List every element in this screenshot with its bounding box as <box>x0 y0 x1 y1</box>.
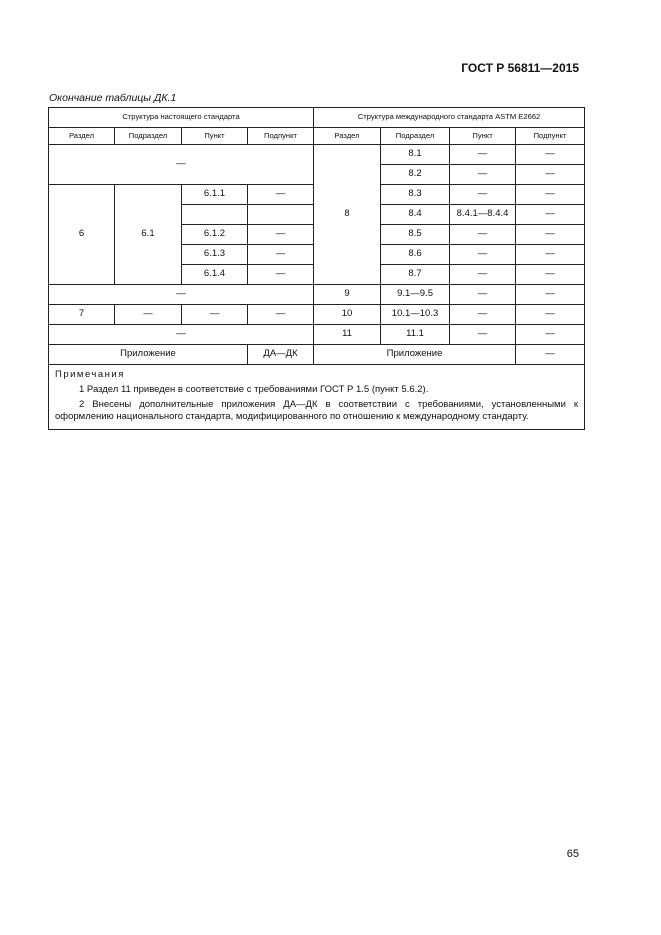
table-cell: 8.4 <box>381 205 450 225</box>
table-cell: — <box>450 165 516 185</box>
table-cell: 8.6 <box>381 245 450 265</box>
column-header: Пункт <box>450 128 516 145</box>
table-cell: — <box>516 205 585 225</box>
column-header: Подраздел <box>115 128 182 145</box>
column-header: Подпункт <box>516 128 585 145</box>
table-cell: 6.1 <box>115 185 182 285</box>
table-cell: — <box>182 305 248 325</box>
table-cell: — <box>450 305 516 325</box>
table-cell: 8.4.1—8.4.4 <box>450 205 516 225</box>
column-header: Подраздел <box>381 128 450 145</box>
document-code: ГОСТ Р 56811—2015 <box>461 61 579 75</box>
table-cell: — <box>49 285 314 305</box>
table-cell: — <box>450 285 516 305</box>
table-cell: — <box>516 185 585 205</box>
table-cell: — <box>248 185 314 205</box>
table-cell: 6.1.1 <box>182 185 248 205</box>
table-cell: — <box>248 245 314 265</box>
table-cell: — <box>516 225 585 245</box>
table-cell: — <box>516 345 585 365</box>
table-cell: — <box>248 225 314 245</box>
table-caption: Окончание таблицы ДК.1 <box>49 92 177 104</box>
table-cell: 8.2 <box>381 165 450 185</box>
table-cell: — <box>49 145 314 185</box>
column-header: Раздел <box>49 128 115 145</box>
table-cell: — <box>516 305 585 325</box>
table-cell: — <box>516 285 585 305</box>
table-cell: 6.1.2 <box>182 225 248 245</box>
page-number: 65 <box>566 848 579 860</box>
table-cell: 9 <box>314 285 381 305</box>
table-cell <box>182 205 248 225</box>
column-header: Пункт <box>182 128 248 145</box>
table-cell: — <box>450 185 516 205</box>
table-cell: 8.3 <box>381 185 450 205</box>
table-cell: — <box>450 225 516 245</box>
table-cell: 8.1 <box>381 145 450 165</box>
table-cell: — <box>516 165 585 185</box>
column-header: Раздел <box>314 128 381 145</box>
table-cell: 9.1—9.5 <box>381 285 450 305</box>
comparison-table <box>48 107 585 430</box>
note-item: 1 Раздел 11 приведен в соответствие с требованиями ГОСТ Р 1.5 (пункт 5.6.2). <box>79 383 429 395</box>
table-cell: 8.5 <box>381 225 450 245</box>
note-item: 2 Внесены дополнительные приложения ДА—ДК в соответствии с требованиями, установленными к оформлению национального стандарта, модифицированного по отношению к международному стандарту. <box>55 398 579 423</box>
column-header: Подпункт <box>248 128 314 145</box>
header-international-structure: Структура международного стандарта ASTM E2662 <box>314 108 585 128</box>
table-cell <box>248 205 314 225</box>
table-cell: Приложение <box>314 345 516 365</box>
table-cell: — <box>516 325 585 345</box>
table-cell: — <box>115 305 182 325</box>
table-cell: — <box>450 325 516 345</box>
table-cell: 7 <box>49 305 115 325</box>
table-cell: — <box>450 245 516 265</box>
table-cell: 8 <box>314 145 381 285</box>
table-cell: — <box>516 145 585 165</box>
table-notes <box>49 365 585 430</box>
notes-title: Примечания <box>55 369 125 380</box>
table-cell: 11 <box>314 325 381 345</box>
header-national-structure: Структура настоящего стандарта <box>49 108 314 128</box>
table-cell: — <box>248 265 314 285</box>
table-cell: 11.1 <box>381 325 450 345</box>
table-cell: ДА—ДК <box>248 345 314 365</box>
table-cell: 6.1.3 <box>182 245 248 265</box>
table-cell: 10.1—10.3 <box>381 305 450 325</box>
table-cell: Приложение <box>49 345 248 365</box>
table-cell: — <box>516 265 585 285</box>
table-cell: — <box>450 265 516 285</box>
table-cell: — <box>516 245 585 265</box>
table-cell: 10 <box>314 305 381 325</box>
table-cell: 6 <box>49 185 115 285</box>
table-cell: — <box>49 325 314 345</box>
table-cell: 6.1.4 <box>182 265 248 285</box>
table-cell: 8.7 <box>381 265 450 285</box>
table-cell: — <box>450 145 516 165</box>
table-cell: — <box>248 305 314 325</box>
